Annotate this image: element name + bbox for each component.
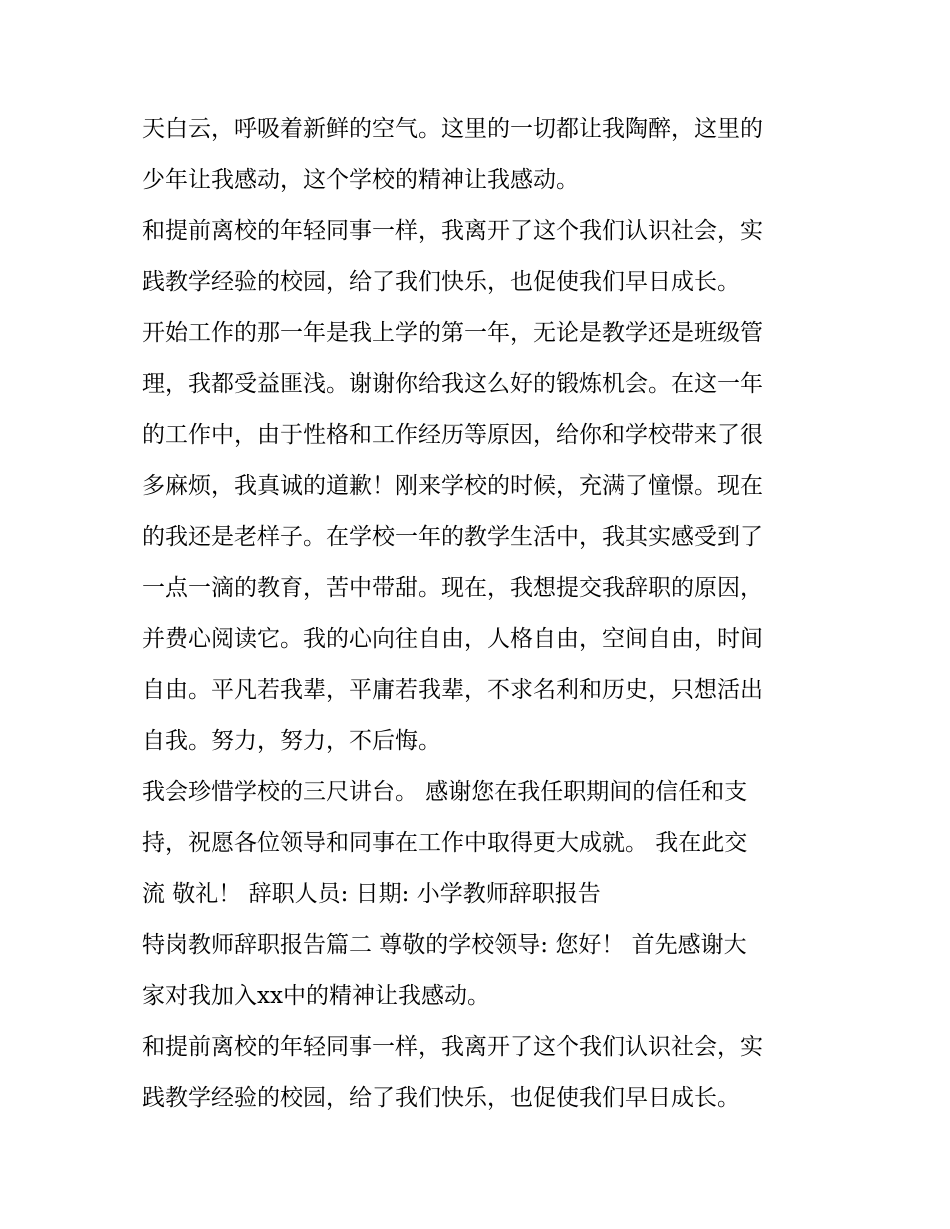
- text-line: 一点一滴的教育，苦中带甜。现在，我想提交我辞职的原因，: [142, 575, 763, 601]
- text-line: 开始工作的那一年是我上学的第一年，无论是教学还是班级管: [142, 320, 763, 346]
- text-line: 并费心阅读它。我的心向往自由，人格自由，空间自由，时间: [142, 626, 763, 652]
- text-line: 践教学经验的校园，给了我们快乐，也促使我们早日成长。: [142, 269, 740, 295]
- text-line: 我会珍惜学校的三尺讲台。 感谢您在我任职期间的信任和支: [142, 779, 748, 805]
- text-line: 践教学经验的校园，给了我们快乐，也促使我们早日成长。: [142, 1085, 740, 1111]
- text-line: 理，我都受益匪浅。谢谢你给我这么好的锻炼机会。在这一年: [142, 371, 763, 397]
- document-body: [142, 104, 822, 1124]
- text-line: 和提前离校的年轻同事一样，我离开了这个我们认识社会，实: [142, 1034, 763, 1060]
- text-line: 的我还是老样子。在学校一年的教学生活中，我其实感受到了: [142, 524, 763, 550]
- text-line: 少年让我感动，这个学校的精神让我感动。: [142, 167, 579, 193]
- text-line: 的工作中，由于性格和工作经历等原因，给你和学校带来了很: [142, 422, 763, 448]
- text-line: 流 敬礼！ 辞职人员: 日期: 小学教师辞职报告: [142, 881, 601, 907]
- text-line: 自由。平凡若我辈，平庸若我辈，不求名利和历史，只想活出: [142, 677, 763, 703]
- text-line: 持，祝愿各位领导和同事在工作中取得更大成就。 我在此交: [142, 830, 748, 856]
- text-line: 自我。努力，努力，不后悔。: [142, 728, 441, 754]
- text-line: 天白云，呼吸着新鲜的空气。这里的一切都让我陶醉，这里的: [142, 116, 763, 142]
- text-line: 多麻烦，我真诚的道歉！刚来学校的时候，充满了憧憬。现在: [142, 473, 763, 499]
- text-line: 和提前离校的年轻同事一样，我离开了这个我们认识社会，实: [142, 218, 763, 244]
- text-line: 特岗教师辞职报告篇二 尊敬的学校领导: 您好！ 首先感谢大: [142, 932, 747, 958]
- text-line: 家对我加入xx中的精神让我感动。: [142, 983, 490, 1009]
